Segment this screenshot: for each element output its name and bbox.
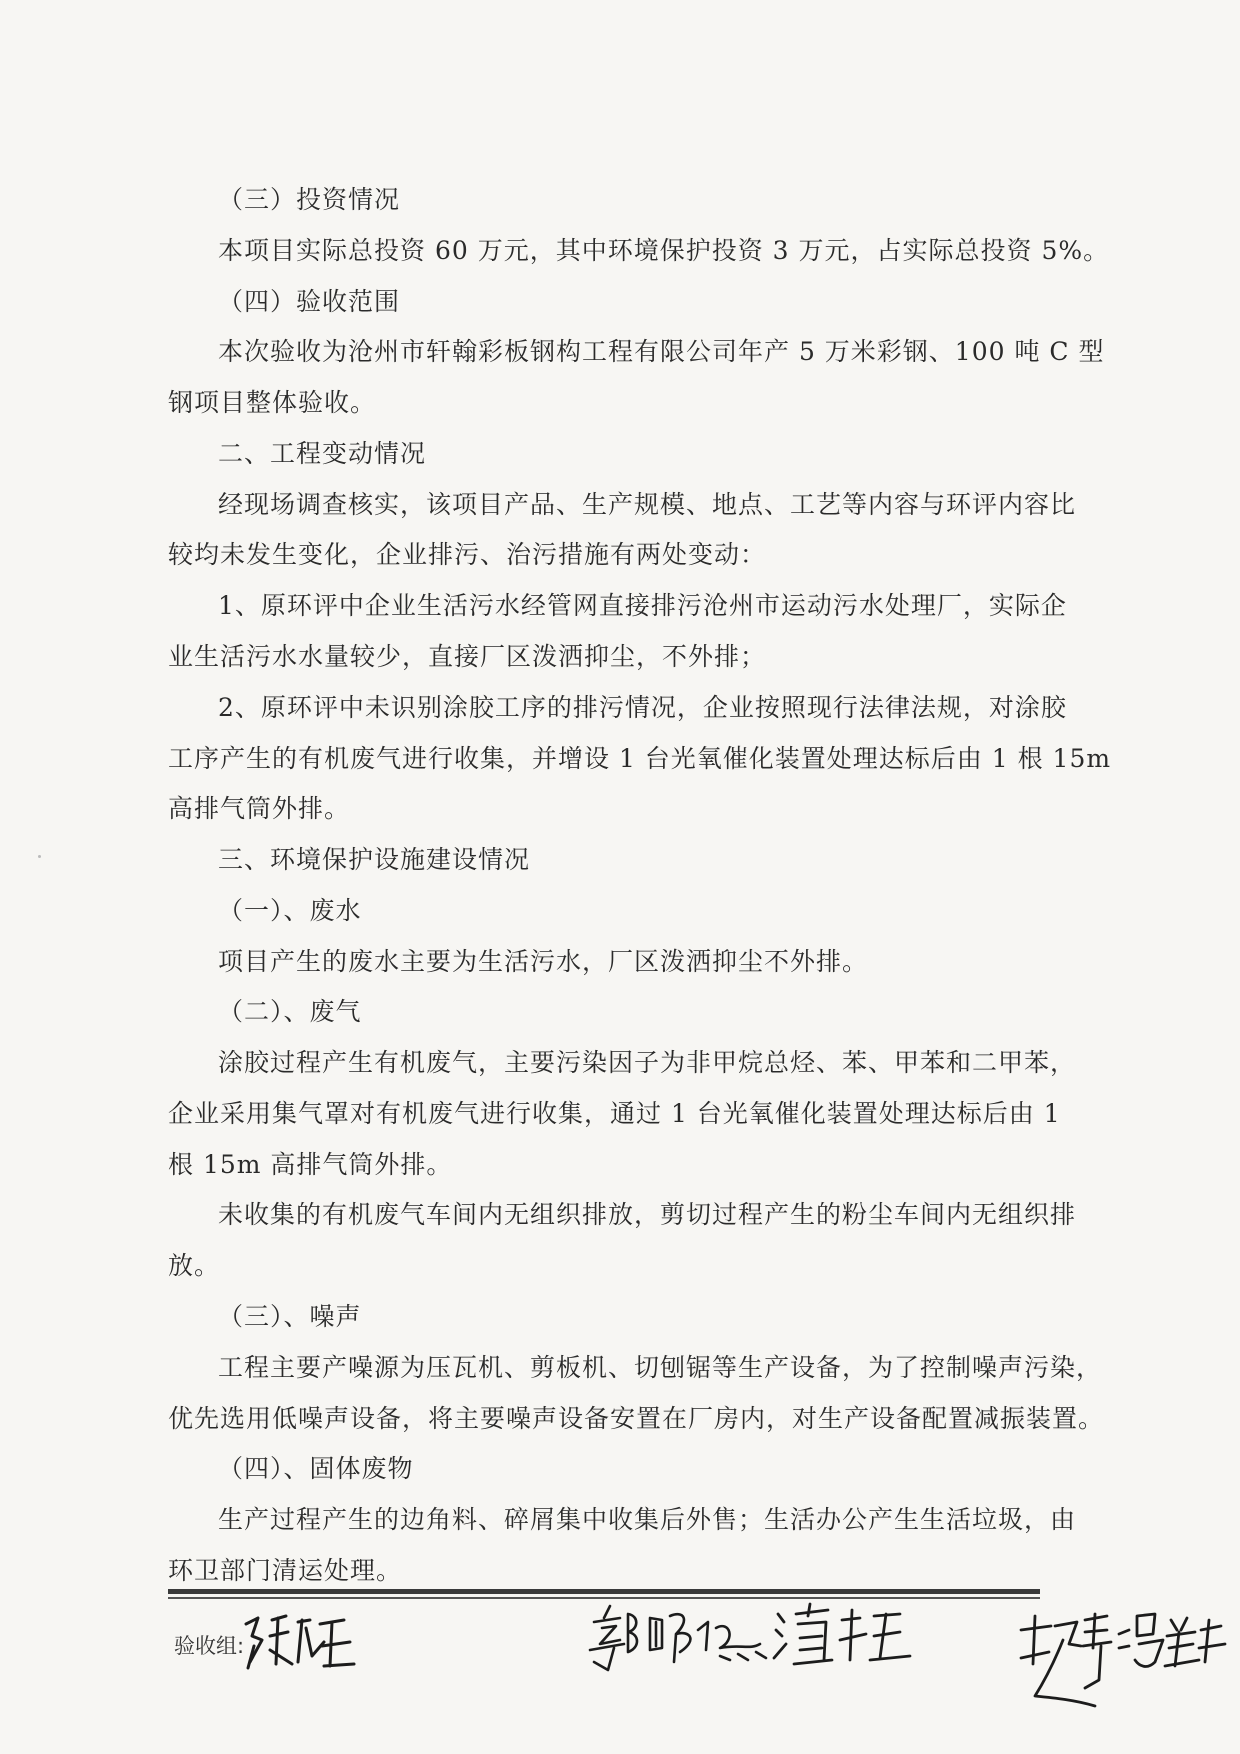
heading-wastewater: （一）、废水 <box>218 896 362 925</box>
text-line: 根 15m 高排气筒外排。 <box>168 1150 453 1179</box>
scan-speck <box>38 855 41 858</box>
text-line: 生产过程产生的边角料、碎屑集中收集后外售；生活办公产生生活垃圾，由 <box>218 1505 1077 1534</box>
text-line: 工序产生的有机废气进行收集，并增设 1 台光氧催化装置处理达标后由 1 根 15m <box>168 744 1112 773</box>
text-line: 业生活污水水量较少，直接厂区泼洒抑尘，不外排； <box>168 642 767 671</box>
text-line: 环卫部门清运处理。 <box>168 1556 403 1585</box>
heading-scope: （四）验收范围 <box>218 287 401 316</box>
text-line: 工程主要产噪源为压瓦机、剪板机、切刨锯等生产设备，为了控制噪声污染， <box>218 1353 1103 1382</box>
footer-rule-thin <box>168 1597 1040 1599</box>
text-line: 较均未发生变化，企业排污、治污措施有两处变动： <box>168 540 767 569</box>
heading-changes: 二、工程变动情况 <box>218 439 427 468</box>
text-line: 1、原环评中企业生活污水经管网直接排污沧州市运动污水处理厂，实际企 <box>218 591 1067 620</box>
heading-waste-gas: （二）、废气 <box>218 997 362 1026</box>
text-line: 优先选用低噪声设备，将主要噪声设备安置在厂房内，对生产设备配置减振装置。 <box>168 1404 1105 1433</box>
signature-4 <box>1015 1600 1230 1715</box>
text-line: 本次验收为沧州市轩翰彩板钢构工程有限公司年产 5 万米彩钢、100 吨 C 型 <box>218 337 1105 366</box>
footer-rule-thick <box>168 1589 1040 1594</box>
text-line: 涂胶过程产生有机废气，主要污染因子为非甲烷总烃、苯、甲苯和二甲苯， <box>218 1048 1077 1077</box>
text-line: 本项目实际总投资 60 万元，其中环境保护投资 3 万元，占实际总投资 5%。 <box>218 236 1110 265</box>
text-line: 企业采用集气罩对有机废气进行收集，通过 1 台光氧催化装置处理达标后由 1 <box>168 1099 1061 1128</box>
heading-solid-waste: （四）、固体废物 <box>218 1454 414 1483</box>
heading-noise: （三）、噪声 <box>218 1302 362 1331</box>
signature-2 <box>580 1600 780 1680</box>
text-line: 高排气筒外排。 <box>168 794 351 823</box>
signature-1 <box>240 1606 360 1676</box>
text-line: 2、原环评中未识别涂胶工序的排污情况，企业按照现行法律法规，对涂胶 <box>218 693 1067 722</box>
text-line: 钢项目整体验收。 <box>168 388 377 417</box>
text-line: 项目产生的废水主要为生活污水，厂区泼洒抑尘不外排。 <box>218 947 869 976</box>
text-line: 未收集的有机废气车间内无组织排放，剪切过程产生的粉尘车间内无组织排 <box>218 1200 1077 1229</box>
heading-facilities: 三、环境保护设施建设情况 <box>218 845 531 874</box>
heading-investment: （三）投资情况 <box>218 185 401 214</box>
signature-label: 验收组: <box>174 1634 245 1658</box>
signature-area <box>170 1600 1230 1730</box>
signature-3 <box>770 1600 920 1680</box>
text-line: 经现场调查核实，该项目产品、生产规模、地点、工艺等内容与环评内容比 <box>218 490 1077 519</box>
text-line: 放。 <box>168 1251 221 1280</box>
